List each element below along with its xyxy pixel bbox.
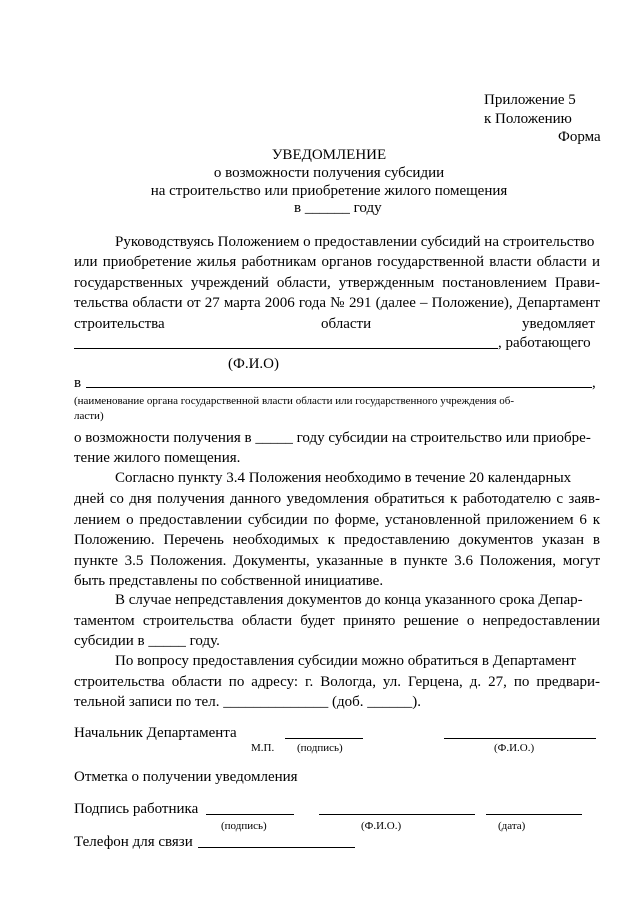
regulation-label: к Положению bbox=[484, 111, 572, 127]
p4-line-3: субсидии в _____ году. bbox=[74, 633, 220, 649]
org-caption-2: ласти) bbox=[74, 410, 104, 422]
employee-name-line bbox=[74, 348, 498, 349]
p1-last-left: строительства bbox=[74, 316, 165, 332]
employee-signature-caption: (подпись) bbox=[221, 820, 267, 832]
p1-line-1: Руководствуясь Положением о предоставлении субсидий на строительство bbox=[115, 234, 595, 250]
head-fio-line bbox=[444, 738, 596, 739]
p3-line-5: пункте 3.5 Положения. Документы, указанные в пункте 3.6 Положения, могут bbox=[74, 553, 600, 569]
employee-fio-caption: (Ф.И.О.) bbox=[361, 820, 402, 832]
p4-line-2: таментом строительства области будет принято решение о непредоставлении bbox=[74, 613, 600, 629]
head-fio-caption: (Ф.И.О.) bbox=[494, 742, 535, 754]
p1-line-4: тельства области от 27 марта 2006 года № 291 (далее – Положение), Департамент bbox=[74, 295, 600, 311]
p1-last-mid: области bbox=[321, 316, 372, 332]
p3-line-6: быть представлены по собственной инициативе. bbox=[74, 573, 384, 589]
receipt-date-line bbox=[486, 814, 582, 815]
p3-line-1: Согласно пункту 3.4 Положения необходимо в течение 20 календарных bbox=[115, 470, 572, 486]
p5-line-3: тельной записи по тел. ______________ (доб. ______). bbox=[74, 694, 421, 710]
p1-line-3: государственных учреждений области, утвержденным постановлением Прави- bbox=[74, 275, 600, 291]
title-year-line bbox=[294, 198, 382, 218]
head-label: Начальник Департамента bbox=[74, 725, 237, 741]
p3-line-3: лением о предоставлении субсидии по форме, установленной приложением 6 к bbox=[74, 512, 600, 528]
p5-line-1: По вопросу предоставления субсидии можно обратиться в Департамент bbox=[115, 653, 576, 669]
org-prefix: в bbox=[74, 375, 82, 391]
form-label: Форма bbox=[558, 129, 601, 145]
p2-line-2: тение жилого помещения. bbox=[74, 450, 241, 466]
p3-line-2: дней со дня получения данного уведомления обратиться к работодателю с заяв- bbox=[74, 491, 600, 507]
p1-last-right: уведомляет bbox=[522, 316, 595, 332]
employee-signature-label: Подпись работника bbox=[74, 801, 199, 817]
employee-signature-line bbox=[206, 814, 294, 815]
title-line-1: о возможности получения субсидии bbox=[213, 165, 445, 181]
p4-line-1: В случае непредставления документов до конца указанного срока Депар- bbox=[115, 592, 583, 608]
phone-line bbox=[198, 847, 355, 848]
head-signature-caption: (подпись) bbox=[297, 742, 343, 754]
phone-label: Телефон для связи bbox=[74, 834, 193, 850]
year-prefix: в bbox=[294, 200, 302, 216]
employee-suffix: , работающего bbox=[498, 335, 591, 351]
receipt-title: Отметка о получении уведомления bbox=[74, 769, 298, 785]
p1-line-2: или приобретение жилья работникам органов государственной власти области и bbox=[74, 254, 600, 270]
p2-line-1 bbox=[74, 428, 591, 448]
appendix-label: Приложение 5 bbox=[484, 92, 576, 108]
p5-line-2: строительства области по адресу: г. Вологда, ул. Герцена, д. 27, по предвари- bbox=[74, 674, 600, 690]
head-signature-line bbox=[285, 738, 363, 739]
year-blank: ______ bbox=[304, 200, 350, 216]
organization-line bbox=[86, 387, 592, 388]
org-caption-1: (наименование органа государственной власти области или государственного учреждения об- bbox=[74, 395, 515, 407]
p2-year-blank: _____ bbox=[255, 430, 293, 446]
year-suffix: году bbox=[353, 200, 382, 216]
p3-line-4: Положению. Перечень необходимых к предоставлению документов указан в bbox=[74, 532, 600, 548]
document-title: УВЕДОМЛЕНИЕ bbox=[271, 147, 387, 163]
title-line-2: на строительство или приобретение жилого помещения bbox=[150, 183, 508, 199]
p2-text-a: о возможности получения в bbox=[74, 430, 252, 446]
mp-label: М.П. bbox=[251, 742, 275, 754]
fio-caption: (Ф.И.О) bbox=[228, 356, 280, 372]
org-suffix: , bbox=[592, 375, 596, 391]
employee-fio-line bbox=[319, 814, 475, 815]
date-caption: (дата) bbox=[498, 820, 526, 832]
p2-text-b: году субсидии на строительство или приобре- bbox=[296, 430, 591, 446]
